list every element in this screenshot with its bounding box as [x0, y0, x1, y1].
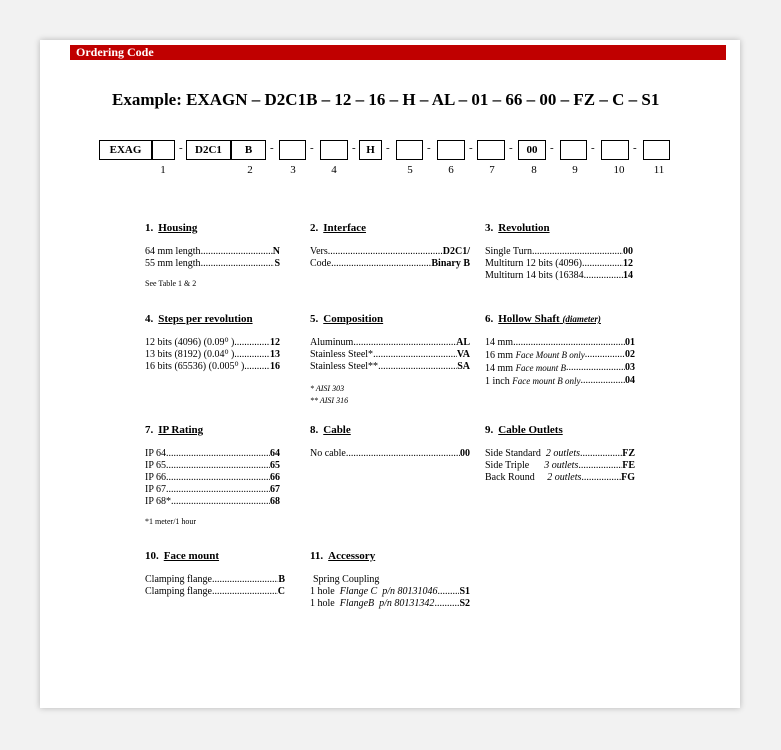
- option-row: Single Turn ..... 00: [485, 246, 633, 258]
- section-title: 9. Cable Outlets: [485, 424, 563, 436]
- code-box-steps: [320, 140, 348, 160]
- code-number: 2: [247, 164, 253, 176]
- code-box-revolution: [279, 140, 306, 160]
- option-row: 12 bits (4096) (0.09⁰ ) ..... 12: [145, 337, 280, 349]
- code-box-shaft: [437, 140, 465, 160]
- option-row: Side Triple 3 outlets ..... FE: [485, 460, 635, 472]
- section-title: 6. Hollow Shaft (diameter): [485, 313, 601, 325]
- code-box-cable: 00: [518, 140, 546, 160]
- code-dash: -: [591, 142, 595, 154]
- code-dash: -: [509, 142, 513, 154]
- option-row: IP 66 ..... 66: [145, 472, 280, 484]
- code-dash: -: [352, 142, 356, 154]
- code-dash: -: [386, 142, 390, 154]
- code-dash: -: [427, 142, 431, 154]
- code-number: 8: [531, 164, 537, 176]
- code-box-face: [601, 140, 629, 160]
- code-number: 9: [572, 164, 578, 176]
- code-dash: -: [633, 142, 637, 154]
- document-page: [40, 40, 740, 708]
- section-title: 5. Composition: [310, 313, 384, 325]
- section-title: 4. Steps per revolution: [145, 313, 253, 325]
- section-note: * AISI 303: [310, 384, 345, 393]
- option-row: 14 mm ..... 01: [485, 337, 635, 349]
- code-number: 7: [489, 164, 495, 176]
- option-row: 16 mm Face Mount B only ..... 02: [485, 349, 635, 362]
- option-row: Stainless Steel* ..... VA: [310, 349, 470, 361]
- code-dash: -: [179, 142, 183, 154]
- section-title: 7. IP Rating: [145, 424, 204, 436]
- code-number: 1: [160, 164, 166, 176]
- code-box-ip: [477, 140, 505, 160]
- option-row: Clamping flange ..... C: [145, 586, 285, 598]
- section-note: See Table 1 & 2: [145, 279, 197, 288]
- option-row: Side Standard 2 outlets ..... FZ: [485, 448, 635, 460]
- code-box-outlets: [560, 140, 587, 160]
- section-title: 10. Face mount: [145, 550, 220, 562]
- code-dash: -: [550, 142, 554, 154]
- section-steps: [145, 313, 280, 373]
- option-row: IP 68* ..... 68: [145, 496, 280, 508]
- code-box-blank: [152, 140, 175, 160]
- code-dash: -: [310, 142, 314, 154]
- option-row: 16 bits (65536) (0.005⁰ ) ..... 16: [145, 361, 280, 373]
- option-row: Back Round 2 outlets ..... FG: [485, 472, 635, 484]
- section-interface: [310, 222, 470, 270]
- section-title: 8. Cable: [310, 424, 351, 436]
- option-row: Aluminum ..... AL: [310, 337, 470, 349]
- code-number: 5: [407, 164, 413, 176]
- option-row: IP 65 ..... 65: [145, 460, 280, 472]
- code-box-h: H: [359, 140, 382, 160]
- section-accessory: [310, 550, 470, 610]
- option-row: 55 mm length ..... S: [145, 258, 280, 270]
- option-row: 13 bits (8192) (0.04⁰ ) ..... 13: [145, 349, 280, 361]
- option-row: No cable ..... 00: [310, 448, 470, 460]
- section-title: 3. Revolution: [485, 222, 550, 234]
- code-number: 4: [331, 164, 337, 176]
- code-box-composition: [396, 140, 423, 160]
- accessory-heading: Spring Coupling: [313, 574, 380, 585]
- section-title: 1. Housing: [145, 222, 198, 234]
- option-row: 64 mm length ..... N: [145, 246, 280, 258]
- section-revolution: [485, 222, 633, 282]
- code-box-d2c1: D2C1: [186, 140, 231, 160]
- code-box-exag: EXAG: [99, 140, 152, 160]
- code-number: 10: [613, 164, 625, 176]
- option-row: Multiturn 12 bits (4096) ..... 12: [485, 258, 633, 270]
- option-row: 1 inch Face mount B only ..... 04: [485, 375, 635, 388]
- option-row: 1 hole Flange C p/n 80131046 ..... S1: [310, 586, 470, 598]
- option-row: Stainless Steel** ..... SA: [310, 361, 470, 373]
- code-number: 11: [653, 164, 665, 176]
- code-number: 3: [290, 164, 296, 176]
- section-note: *1 meter/1 hour: [145, 517, 197, 526]
- option-row: Vers. ..... D2C1/: [310, 246, 470, 258]
- code-box-b: B: [231, 140, 266, 160]
- option-row: Code ..... Binary B: [310, 258, 470, 270]
- option-row: 1 hole FlangeB p/n 80131342 ..... S2: [310, 598, 470, 610]
- option-row: IP 64 ..... 64: [145, 448, 280, 460]
- section-cable-outlets: [485, 424, 635, 484]
- section-title: 2. Interface: [310, 222, 367, 234]
- section-cable: [310, 424, 470, 460]
- code-dash: -: [469, 142, 473, 154]
- code-dash: -: [270, 142, 274, 154]
- example-code: Example: EXAGN – D2C1B – 12 – 16 – H – AL – 01 – 66 – 00 – FZ – C – S1: [112, 90, 660, 109]
- section-banner: Ordering Code: [70, 45, 726, 60]
- section-housing: [145, 222, 280, 290]
- code-number: 6: [448, 164, 454, 176]
- section-composition: [310, 313, 470, 407]
- option-row: Clamping flange ..... B: [145, 574, 285, 586]
- option-row: IP 67 ..... 67: [145, 484, 280, 496]
- code-box-accessory: [643, 140, 670, 160]
- section-hollow-shaft: [485, 313, 635, 388]
- option-row: Multiturn 14 bits (16384 ..... 14: [485, 270, 633, 282]
- section-face-mount: [145, 550, 285, 598]
- section-title: 11. Accessory: [310, 550, 376, 562]
- section-note: ** AISI 316: [310, 396, 349, 405]
- code-boxes: [40, 140, 740, 180]
- option-row: 14 mm Face mount B ..... 03: [485, 362, 635, 375]
- section-ip-rating: [145, 424, 280, 528]
